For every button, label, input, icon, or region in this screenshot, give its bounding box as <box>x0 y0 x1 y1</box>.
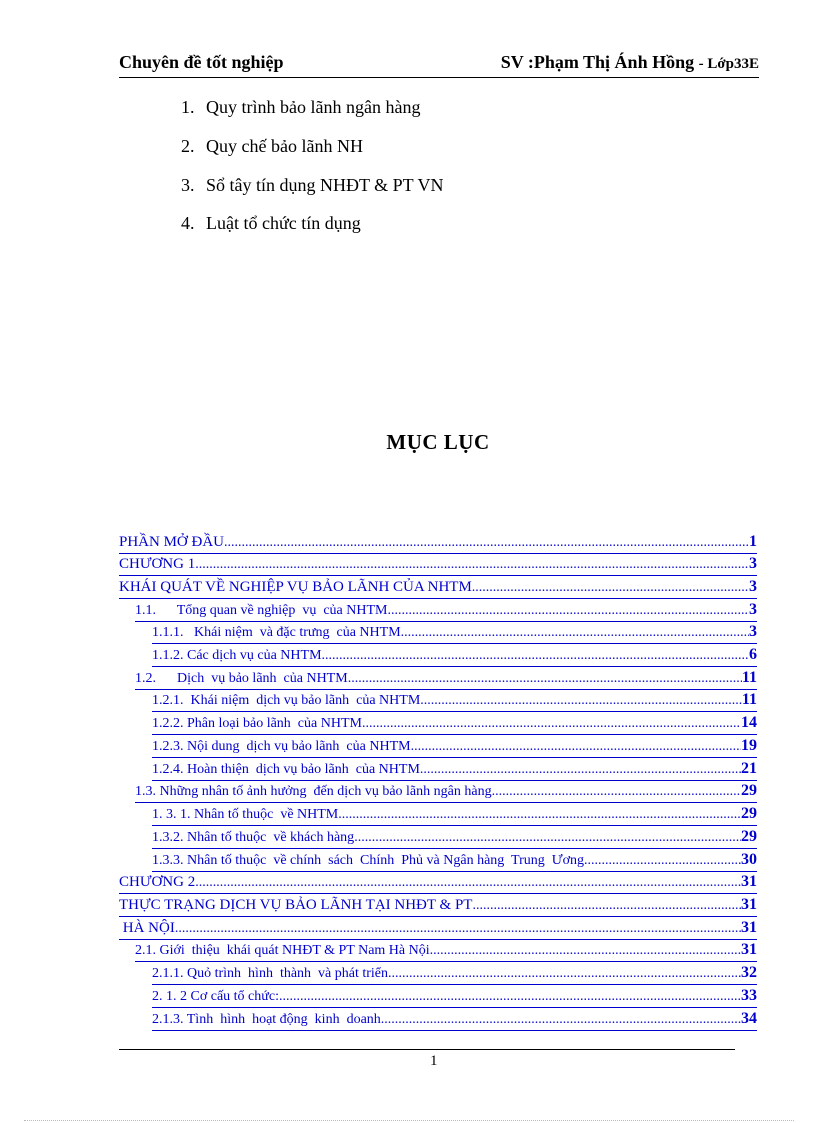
toc-entry[interactable] <box>119 917 757 940</box>
toc-entry-page: 33 <box>741 987 757 1004</box>
toc-entry[interactable] <box>152 712 757 735</box>
toc-entry[interactable] <box>135 667 757 690</box>
toc-title: MỤC LỤC <box>386 430 490 454</box>
header-title: Chuyên đề tốt nghiệp <box>119 52 284 72</box>
toc-leader-dots <box>420 690 742 712</box>
toc-entry[interactable] <box>152 689 757 712</box>
header-class: - Lớp33E <box>698 56 759 72</box>
toc-leader-dots <box>195 554 749 576</box>
reference-number: 1. <box>181 97 195 117</box>
toc-entry[interactable] <box>152 985 757 1008</box>
toc-entry-page: 3 <box>749 601 757 618</box>
reference-number: 3. <box>181 175 195 195</box>
toc-leader-dots <box>495 781 741 803</box>
toc-leader-dots <box>322 645 749 667</box>
toc-entry-page: 30 <box>741 851 757 868</box>
toc-entry-title: 1.1.1. Khái niệm và đặc trưng của NHTM <box>152 625 401 640</box>
toc-leader-dots <box>472 577 749 599</box>
page-header <box>119 52 759 78</box>
toc-leader-dots <box>472 895 741 917</box>
toc-leader-dots <box>362 713 741 735</box>
toc-entry-page: 19 <box>741 737 757 754</box>
toc-entry-page: 11 <box>741 669 757 686</box>
toc-entry[interactable] <box>152 962 757 985</box>
toc-entry-page: 34 <box>741 1010 757 1027</box>
toc-leader-dots <box>381 1009 741 1031</box>
toc-entry-page: 29 <box>741 782 757 799</box>
toc-entry-page: 29 <box>741 805 757 822</box>
toc-leader-dots <box>175 918 741 940</box>
toc-leader-dots <box>279 986 741 1008</box>
page-edge-divider <box>24 1120 794 1121</box>
toc-entry-title: 1.2.1. Khái niệm dịch vụ bảo lãnh của NHTM <box>152 693 421 708</box>
reference-text: Luật tổ chức tín dụng <box>206 213 361 233</box>
toc-entry[interactable] <box>152 826 757 849</box>
footer-rule <box>119 1049 735 1050</box>
toc-entry-title: 1.2. Dịch vụ bảo lãnh của NHTM <box>135 671 348 686</box>
toc-entry-page: 1 <box>749 533 757 550</box>
toc-leader-dots <box>387 600 749 622</box>
header-student: SV :Phạm Thị Ánh Hồng <box>500 52 695 72</box>
toc-entry-page: 3 <box>749 623 757 640</box>
toc-entry-title: 1.1. Tổng quan về nghiệp vụ của NHTM <box>135 603 388 618</box>
toc-leader-dots <box>195 872 741 894</box>
toc-entry-page: 29 <box>741 828 757 845</box>
reference-item <box>181 213 361 234</box>
toc-entry-title: THỰC TRẠNG DỊCH VỤ BẢO LÃNH TẠI NHĐT & PT <box>119 897 473 913</box>
toc-entry[interactable] <box>152 803 757 826</box>
toc-entry-title: KHÁI QUÁT VỀ NGHIỆP VỤ BẢO LÃNH CỦA NHTM <box>119 579 472 595</box>
toc-entry-page: 11 <box>741 691 757 708</box>
reference-item <box>181 136 363 157</box>
reference-text: Sổ tây tín dụng NHĐT & PT VN <box>206 175 444 195</box>
toc-entry-title: 1.3.2. Nhân tố thuộc về khách hàng <box>152 830 355 845</box>
toc-entry-title: 1.2.2. Phân loại bảo lãnh của NHTM <box>152 716 362 731</box>
toc-leader-dots <box>401 622 749 644</box>
toc-leader-dots <box>584 850 741 872</box>
toc-entry-page: 6 <box>749 646 757 663</box>
toc-entry[interactable] <box>152 1008 757 1031</box>
toc-leader-dots <box>388 963 741 985</box>
toc-entry[interactable] <box>119 553 757 576</box>
header-rule <box>119 77 759 78</box>
toc-entry-page: 3 <box>749 555 757 572</box>
toc-entry-title: 2. 1. 2 Cơ cấu tổ chức: <box>152 989 279 1004</box>
toc-entry-title: 1.3.3. Nhân tố thuộc về chính sách Chính Phủ và Ngân hàng Trung Ương <box>152 853 585 868</box>
reference-number: 2. <box>181 136 195 156</box>
toc-leader-dots <box>224 532 749 554</box>
reference-item <box>181 97 420 118</box>
header-author <box>501 52 759 73</box>
toc-entry[interactable] <box>119 894 757 917</box>
toc-leader-dots <box>348 668 742 690</box>
toc-entry-page: 31 <box>741 941 757 958</box>
toc-entry[interactable] <box>135 780 757 803</box>
toc-entry-title: 1.3. Những nhân tố ảnh hưởng đến dịch vụ bảo lãnh ngân hàng. <box>135 784 496 799</box>
toc-entry[interactable] <box>152 644 757 667</box>
toc-entry-title: 2.1.1. Quỏ trình hình thành và phát triển <box>152 966 389 981</box>
toc-entry[interactable] <box>135 599 757 622</box>
toc-entry-title: 2.1.3. Tình hình hoạt động kinh doanh <box>152 1012 381 1027</box>
toc-leader-dots <box>338 804 741 826</box>
toc-entry-page: 31 <box>741 919 757 936</box>
toc-entry-title: 1.1.2. Các dịch vụ của NHTM <box>152 648 322 663</box>
toc-entry-title: 2.1. Giới thiệu khái quát NHĐT & PT Nam Hà Nội <box>135 943 430 958</box>
toc-leader-dots <box>411 736 741 758</box>
toc-leader-dots <box>420 759 741 781</box>
toc-leader-dots <box>430 940 741 962</box>
toc-entry[interactable] <box>119 531 757 554</box>
toc-entry[interactable] <box>152 849 757 872</box>
reference-number: 4. <box>181 213 195 233</box>
toc-entry[interactable] <box>152 621 757 644</box>
toc-entry-page: 31 <box>741 896 757 913</box>
toc-entry-title: CHƯƠNG 1 <box>119 556 196 572</box>
toc-entry-title: CHƯƠNG 2 <box>119 874 196 890</box>
toc-entry-title: HÀ NỘI <box>119 920 175 936</box>
toc-entry-page: 32 <box>741 964 757 981</box>
toc-entry-title: 1. 3. 1. Nhân tố thuộc về NHTM <box>152 807 339 822</box>
reference-text: Quy chế bảo lãnh NH <box>206 136 363 156</box>
toc-entry-title: 1.2.3. Nội dung dịch vụ bảo lãnh của NHTM <box>152 739 411 754</box>
toc-entry-page: 31 <box>741 873 757 890</box>
toc-entry-title: PHẦN MỞ ĐẦU <box>119 534 225 550</box>
toc-entry-page: 3 <box>749 578 757 595</box>
toc-entry[interactable] <box>152 735 757 758</box>
toc-entry[interactable] <box>135 939 757 962</box>
toc-entry[interactable] <box>152 758 757 781</box>
toc-entry[interactable] <box>119 576 757 599</box>
toc-entry-title: 1.2.4. Hoàn thiện dịch vụ bảo lãnh của NHTM <box>152 762 420 777</box>
toc-entry[interactable] <box>119 871 757 894</box>
reference-text: Quy trình bảo lãnh ngân hàng <box>206 97 421 117</box>
toc-entry-page: 21 <box>741 760 757 777</box>
toc-entry-page: 14 <box>741 714 757 731</box>
reference-item <box>181 175 444 196</box>
toc-leader-dots <box>354 827 741 849</box>
page-number: 1 <box>430 1053 438 1069</box>
